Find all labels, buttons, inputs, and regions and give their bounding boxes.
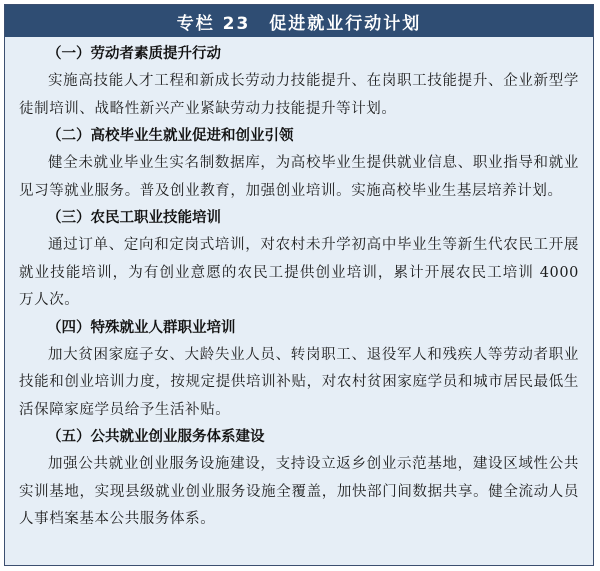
section-body: 健全未就业毕业生实名制数据库，为高校毕业生提供就业信息、职业指导和就业见习等就业服务。普及创业教育，加强创业培训。实施高校毕业生基层培养计划。 — [19, 155, 579, 199]
section-heading: （五）公共就业创业服务体系建设 — [47, 429, 265, 445]
section-4 — [19, 315, 579, 425]
section-body: 实施高技能人才工程和新成长劳动力技能提升、在岗职工技能提升、企业新型学徒制培训、战略性新兴产业紧缺劳动力技能提升等计划。 — [19, 73, 579, 117]
section-5 — [19, 424, 579, 534]
section-2 — [19, 123, 579, 205]
section-heading: （一）劳动者素质提升行动 — [47, 46, 221, 62]
column-content — [5, 37, 593, 534]
section-body: 通过订单、定向和定岗式培训，对农村未升学初高中毕业生等新生代农民工开展就业技能培训，为有创业意愿的农民工提供创业培训，累计开展农民工培训 4000 万人次。 — [19, 237, 579, 308]
column-title: 专栏 23 促进就业行动计划 — [5, 5, 593, 37]
section-body: 加强公共就业创业服务设施建设，支持设立返乡创业示范基地，建设区域性公共实训基地，实现县级就业创业服务设施全覆盖，加快部门间数据共享。健全流动人员人事档案基本公共服务体系。 — [19, 456, 579, 527]
section-body: 加大贫困家庭子女、大龄失业人员、转岗职工、退役军人和残疾人等劳动者职业技能和创业培训力度，按规定提供培训补贴，对农村贫困家庭学员和城市居民最低生活保障家庭学员给予生活补贴。 — [19, 346, 579, 418]
section-3 — [19, 205, 579, 315]
section-heading: （二）高校毕业生就业促进和创业引领 — [47, 128, 294, 144]
section-heading: （三）农民工职业技能培训 — [47, 210, 221, 226]
column-box — [4, 4, 594, 566]
section-heading: （四）特殊就业人群职业培训 — [47, 319, 236, 336]
section-1 — [19, 41, 579, 123]
